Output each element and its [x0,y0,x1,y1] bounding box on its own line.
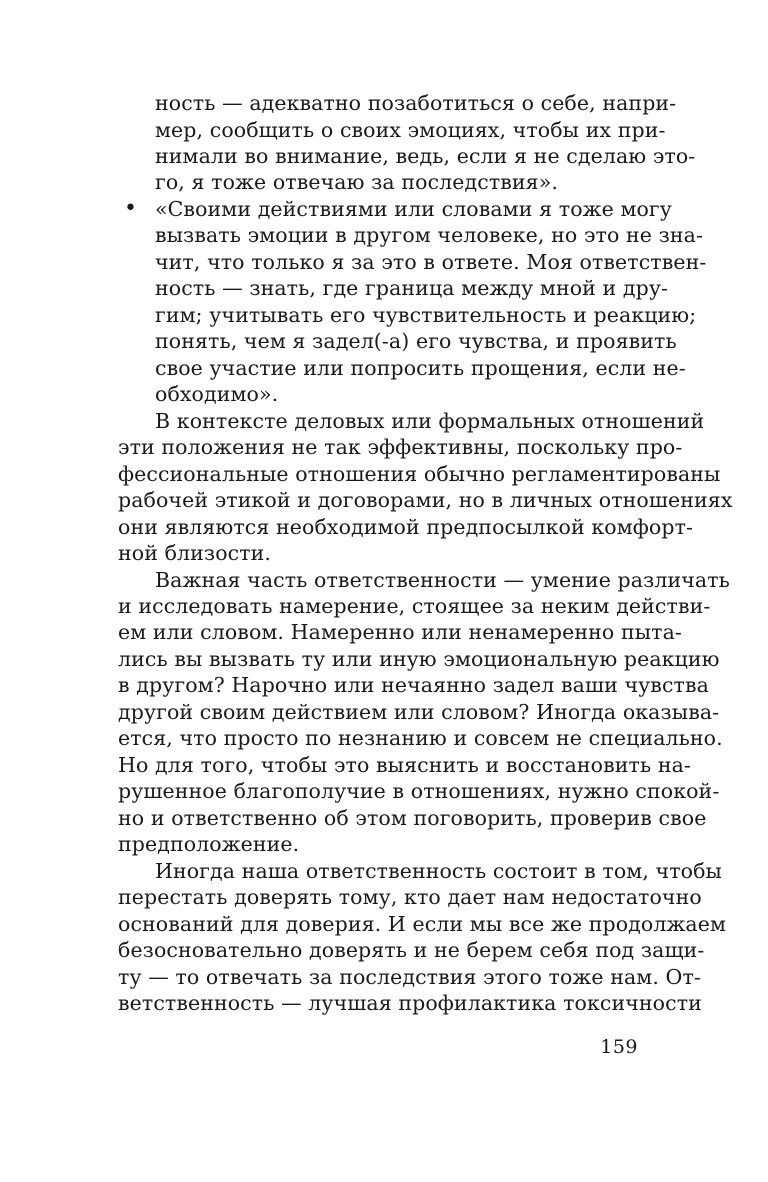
text-line: в другом? Нарочно или нечаянно задел ваши чувства [118,673,709,698]
text-line: рабочей этикой и договорами, но в личных отношениях [118,488,733,513]
text-line: ность — адекватно позаботиться о себе, напри- [155,91,677,115]
text-line: Но для того, чтобы это выяснить и восстановить на- [118,752,691,777]
text-line: понять, чем я задел(-а) его чувства, и проявить [155,329,677,354]
text-line: чит, что только я за это в ответе. Моя ответствен- [155,249,707,274]
text-line: и исследовать намерение, стоящее за неким действи- [118,593,711,618]
page-number: 159 [600,1036,638,1058]
text-line: другой своим действием или словом? Иногда оказыва- [118,699,720,724]
text-line: ется, что просто по незнанию и совсем не специально. [118,726,723,751]
text-line: вызвать эмоции в другом человеке, но это не зна- [155,223,704,248]
text-line: лись вы вызвать ту или иную эмоциональную реакцию [118,646,720,671]
text-line: ной близости. [118,541,272,565]
text-line: ность — знать, где граница между мной и дру- [155,276,669,301]
text-line: Важная часть ответственности — умение различать [155,567,730,592]
text-line: ту — то отвечать за последствия этого тоже нам. От- [118,964,701,989]
text-line: эти положения не так эффективны, поскольку про- [118,435,683,460]
text-line: ветственность — лучшая профилактика токсичности [118,991,702,1015]
bullet-icon: • [124,195,137,221]
text-line: Иногда наша ответственность состоит в том, чтобы [155,858,722,883]
text-line: «Своими действиями или словами я тоже могу [155,196,672,221]
text-line: гим; учитывать его чувствительность и реакцию; [155,302,697,327]
text-line: предположение. [118,832,300,857]
text-line: обходимо». [155,382,279,407]
text-line: но и ответственно об этом поговорить, проверив свое [118,805,707,830]
text-line: фессиональные отношения обычно регламентированы [118,461,721,486]
text-line: мер, сообщить о своих эмоциях, чтобы их при- [155,117,666,142]
text-line: они являются необходимой предпосылкой комфорт- [118,514,694,539]
text-line: перестать доверять тому, кто дает нам недостаточно [118,885,702,910]
text-line: безосновательно доверять и не берем себя под защи- [118,938,705,963]
text-line: оснований для доверия. И если мы все же продолжаем [118,911,727,936]
text-line: го, я тоже отвечаю за последствия». [155,170,558,195]
text-line: рушенное благополучие в отношениях, нужно спокой- [118,779,720,804]
text-line: В контексте деловых или формальных отношений [155,408,705,433]
text-line: нимали во внимание, ведь, если я не сделаю это- [155,143,696,168]
text-line: свое участие или попросить прощения, если не- [155,355,686,380]
text-line: ем или словом. Намеренно или ненамеренно пыта- [118,620,682,645]
